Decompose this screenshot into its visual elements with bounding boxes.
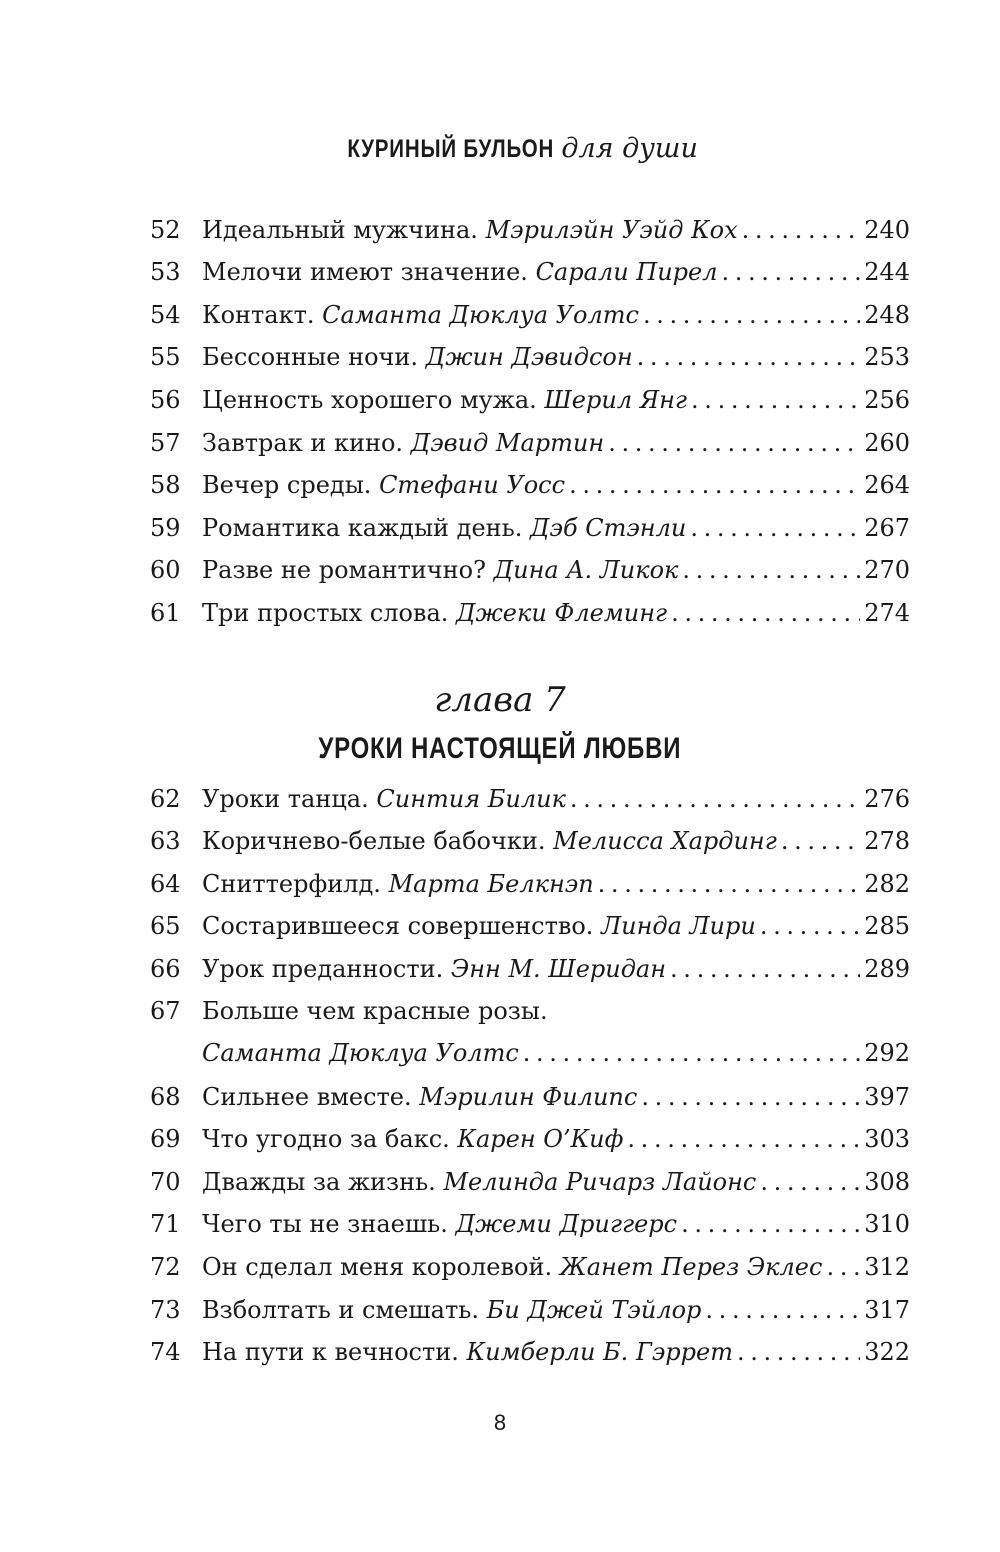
entry-author: Жанет Перез Эклес (559, 1252, 823, 1281)
toc-entry (150, 777, 910, 820)
entry-number: 62 (150, 784, 181, 813)
entry-author: Шерил Янг (544, 385, 688, 414)
entry-title: Чего ты не знаешь. Джеми Дриггерс (202, 1210, 678, 1239)
entry-page: 312 (864, 1252, 910, 1281)
entry-number: 72 (150, 1252, 181, 1281)
entry-page: 274 (864, 598, 910, 627)
entry-page: 256 (864, 385, 910, 414)
entry-title: Коричнево-белые бабочки. Мелисса Хардинг (202, 827, 777, 856)
entry-page: 285 (864, 912, 910, 941)
toc-entry (150, 251, 910, 294)
toc-list-chapter-7 (150, 777, 910, 1373)
entry-page: 240 (864, 215, 910, 244)
entry-author: Джин Дэвидсон (425, 343, 633, 372)
entry-page: 322 (864, 1338, 910, 1367)
running-head (0, 133, 1000, 164)
entry-author: Мэрилин Филипс (419, 1082, 638, 1111)
entry-number: 73 (150, 1295, 181, 1324)
chapter-label: глава 7 (434, 680, 566, 720)
dot-leader (681, 1203, 860, 1245)
entry-number: 63 (150, 827, 181, 856)
entry-title: Взболтать и смешать. Би Джей Тэйлор (202, 1295, 702, 1324)
toc-entry (150, 1118, 910, 1161)
entry-number: 57 (150, 428, 181, 457)
chapter-title: УРОКИ НАСТОЯЩЕЙ ЛЮБВИ (318, 732, 682, 765)
dot-leader (760, 1161, 860, 1203)
entry-author: Джеми Дриггерс (455, 1210, 678, 1239)
dot-leader (722, 251, 861, 293)
entry-number: 54 (150, 300, 181, 329)
entry-title: Состарившееся совершенство. Линда Лири (202, 912, 756, 941)
toc-entry (150, 378, 910, 421)
entry-author: Мэрилэйн Уэйд Кох (485, 215, 738, 244)
dot-leader (671, 592, 860, 634)
entry-number: 55 (150, 343, 181, 372)
entry-page: 248 (864, 300, 910, 329)
entry-title: Уроки танца. Синтия Билик (202, 784, 566, 813)
dot-leader (781, 820, 860, 862)
dot-leader (643, 294, 860, 336)
toc-entry (150, 820, 910, 863)
entry-title: Романтика каждый день. Дэб Стэнли (202, 513, 687, 542)
toc-entry (150, 1288, 910, 1331)
entry-author: Би Джей Тэйлор (486, 1295, 702, 1324)
toc-entry (150, 1075, 910, 1118)
entry-title: Три простых слова. Джеки Флеминг (202, 598, 668, 627)
entry-page: 310 (864, 1210, 910, 1239)
entry-number: 74 (150, 1338, 181, 1367)
entry-title: Контакт. Саманта Дюклуа Уолтс (202, 300, 639, 329)
toc-entry (150, 293, 910, 336)
dot-leader (691, 379, 860, 421)
entry-page: 303 (864, 1125, 910, 1154)
toc-entry (150, 421, 910, 464)
entry-title: Урок преданности. Энн М. Шеридан (202, 954, 667, 983)
entry-title: Разве не романтично? Дина А. Ликок (202, 556, 679, 585)
entry-number: 58 (150, 471, 181, 500)
entry-author: Мелисса Хардинг (553, 827, 777, 856)
dot-leader (826, 1246, 860, 1288)
dot-leader (641, 1076, 860, 1118)
entry-page: 397 (864, 1082, 910, 1111)
dot-leader (737, 1331, 860, 1373)
entry-number: 71 (150, 1210, 181, 1239)
toc-entry (150, 947, 910, 990)
dot-leader (682, 549, 860, 591)
entry-page: 276 (864, 784, 910, 813)
entry-number: 67 (150, 996, 181, 1025)
entry-title: Завтрак и кино. Дэвид Мартин (202, 428, 605, 457)
toc-entry (150, 905, 910, 948)
entry-page: 308 (864, 1167, 910, 1196)
entry-number: 61 (150, 598, 181, 627)
entry-title: Он сделал меня королевой. Жанет Перез Эклес (202, 1252, 823, 1281)
entry-page: 292 (864, 1038, 910, 1067)
toc-entry (150, 208, 910, 251)
entry-number: 53 (150, 258, 181, 287)
entry-author: Марта Белкнэп (388, 869, 594, 898)
dot-leader (627, 1118, 860, 1160)
entry-author: Джеки Флеминг (456, 598, 668, 627)
entry-number: 68 (150, 1082, 181, 1111)
dot-leader (608, 422, 860, 464)
dot-leader (742, 209, 861, 251)
entry-title: Идеальный мужчина. Мэрилэйн Уэйд Кох (202, 215, 738, 244)
toc-entry (150, 1331, 910, 1374)
dot-leader (760, 905, 860, 947)
page-number: 8 (493, 1410, 507, 1435)
entry-page: 289 (864, 954, 910, 983)
toc-entry (150, 1203, 910, 1246)
entry-title: Что угодно за бакс. Карен О’Киф (202, 1125, 624, 1154)
toc-entry (150, 591, 910, 634)
running-head-script: для души (561, 133, 698, 164)
dot-leader (523, 1032, 860, 1075)
toc-entry (150, 862, 910, 905)
toc-entry (150, 990, 910, 1075)
entry-number: 56 (150, 385, 181, 414)
entry-title: Вечер среды. Стефани Уосс (202, 471, 566, 500)
toc-list-previous-chapter (150, 208, 910, 634)
entry-author: Саманта Дюклуа Уолтс (322, 300, 639, 329)
entry-title: Больше чем красные розы. (202, 996, 548, 1025)
entry-number: 64 (150, 869, 181, 898)
entry-number: 66 (150, 954, 181, 983)
entry-author: Дэвид Мартин (410, 428, 605, 457)
dot-leader (670, 948, 860, 990)
dot-leader (705, 1289, 860, 1331)
entry-title: Дважды за жизнь. Мелинда Ричарз Лайонс (202, 1167, 757, 1196)
entry-number: 60 (150, 556, 181, 585)
entry-title: Сильнее вместе. Мэрилин Филипс (202, 1082, 638, 1111)
entry-title: Мелочи имеют значение. Сарали Пирел (202, 258, 718, 287)
toc-entry (150, 549, 910, 592)
dot-leader (570, 778, 860, 820)
entry-number: 69 (150, 1125, 181, 1154)
entry-page: 264 (864, 471, 910, 500)
entry-page: 267 (864, 513, 910, 542)
entry-author: Сарали Пирел (535, 258, 718, 287)
entry-title: Бессонные ночи. Джин Дэвидсон (202, 343, 633, 372)
entry-author: Саманта Дюклуа Уолтс (202, 1038, 519, 1067)
entry-title: Ценность хорошего мужа. Шерил Янг (202, 385, 688, 414)
entry-page: 278 (864, 827, 910, 856)
entry-author: Синтия Билик (376, 784, 566, 813)
entry-page: 270 (864, 556, 910, 585)
toc-entry (150, 1245, 910, 1288)
entry-title: Сниттерфилд. Марта Белкнэп (202, 869, 594, 898)
entry-number: 70 (150, 1167, 181, 1196)
entry-author: Кимберли Б. Гэррет (466, 1338, 733, 1367)
entry-author: Мелинда Ричарз Лайонс (443, 1167, 757, 1196)
entry-number: 65 (150, 912, 181, 941)
dot-leader (690, 507, 860, 549)
toc-entry (150, 464, 910, 507)
entry-author: Дина А. Ликок (493, 556, 679, 585)
entry-page: 282 (864, 869, 910, 898)
entry-page: 253 (864, 343, 910, 372)
entry-title: На пути к вечности. Кимберли Б. Гэррет (202, 1338, 733, 1367)
entry-page: 317 (864, 1295, 910, 1324)
running-head-title: КУРИНЫЙ БУЛЬОН (347, 135, 555, 163)
entry-author: Карен О’Киф (457, 1125, 624, 1154)
entry-author: Дэб Стэнли (529, 513, 687, 542)
entry-number: 52 (150, 215, 181, 244)
toc-entry (150, 1160, 910, 1203)
entry-author: Линда Лири (601, 912, 756, 941)
toc-entry (150, 336, 910, 379)
entry-author: Стефани Уосс (379, 471, 566, 500)
dot-leader (569, 464, 860, 506)
entry-number: 59 (150, 513, 181, 542)
dot-leader (598, 863, 861, 905)
entry-page: 244 (864, 258, 910, 287)
entry-author: Энн М. Шеридан (450, 954, 667, 983)
dot-leader (637, 336, 861, 378)
toc-entry (150, 506, 910, 549)
entry-page: 260 (864, 428, 910, 457)
